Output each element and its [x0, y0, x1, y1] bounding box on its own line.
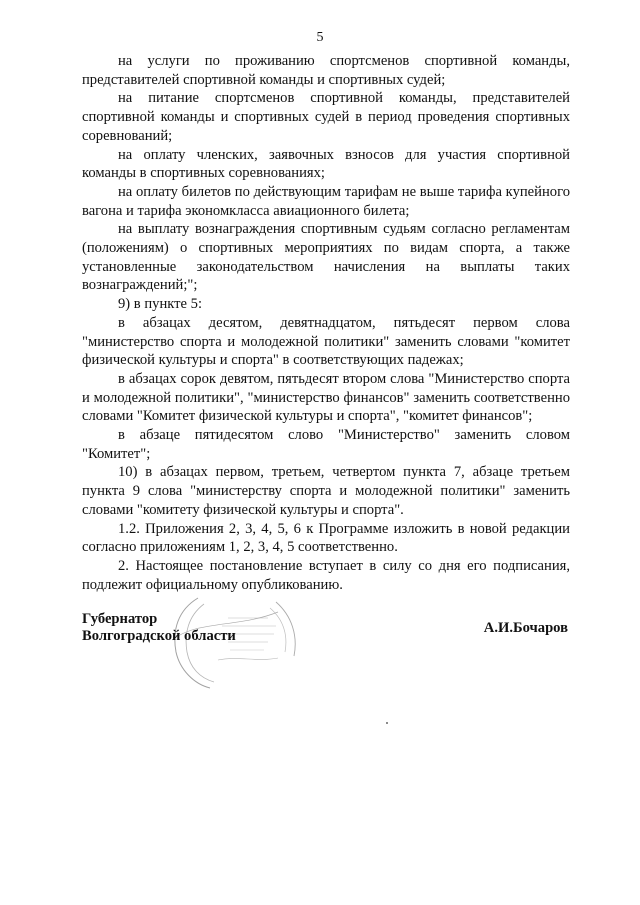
paragraph-item-9-c: в абзаце пятидесятом слово "Министерство" заменить словом "Комитет";	[82, 427, 570, 462]
paragraph-item-10: 10) в абзацах первом, третьем, четвертом пункта 7, абзаце третьем пункта 9 слова "министерству спорта и молодежной политики" заменить словами "комитету физической культуры и спорта".	[82, 464, 570, 518]
signature-title-line2: Волгоградской области	[82, 628, 236, 644]
paragraph-services: на услуги по проживанию спортсменов спортивной команды, представителей спортивной команды и спортивных судей;	[82, 53, 570, 88]
signatory-name: А.И.Бочаров	[483, 620, 568, 636]
paragraph-food: на питание спортсменов спортивной команды, представителей спортивной команды и спортивных судей в период проведения спортивных соревнований;	[82, 90, 570, 144]
signature-title	[82, 611, 236, 645]
paragraph-referee-pay: на выплату вознаграждения спортивным судьям согласно регламентам (положениям) о спортивных мероприятиях по видам спорта, а также установленные законодательством начисления на выплаты таких вознаграждений;";	[82, 221, 570, 294]
paragraph-item-9-a: в абзацах десятом, девятнадцатом, пятьдесят первом слова "министерство спорта и молодежной политики" заменить словами "комитет физической культуры и спорта" в соответствующих падежах;	[82, 314, 570, 369]
page-number: 5	[316, 30, 324, 45]
scan-speck	[386, 722, 388, 724]
paragraph-tickets: на оплату билетов по действующим тарифам не выше тарифа купейного вагона и тарифа экономкласса авиационного билета;	[82, 183, 570, 219]
paragraph-item-9-b: в абзацах сорок девятом, пятьдесят втором слова "Министерство спорта и молодежной политики", "министерство финансов" заменить соответственно словами "Комитет физической культуры и спорта", "комитет финансов";	[82, 370, 570, 425]
signature-title-line1: Губернатор	[82, 611, 158, 627]
paragraph-1-2: 1.2. Приложения 2, 3, 4, 5, 6 к Программе изложить в новой редакции согласно приложениям 1, 2, 3, 4, 5 соответственно.	[82, 520, 570, 556]
document-body	[82, 52, 570, 594]
paragraph-item-9: 9) в пункте 5:	[118, 296, 203, 313]
paragraph-fees: на оплату членских, заявочных взносов для участия спортивной команды в спортивных соревнованиях;	[82, 146, 570, 182]
paragraph-2: 2. Настоящее постановление вступает в силу со дня его подписания, подлежит официальному опубликованию.	[82, 557, 570, 593]
